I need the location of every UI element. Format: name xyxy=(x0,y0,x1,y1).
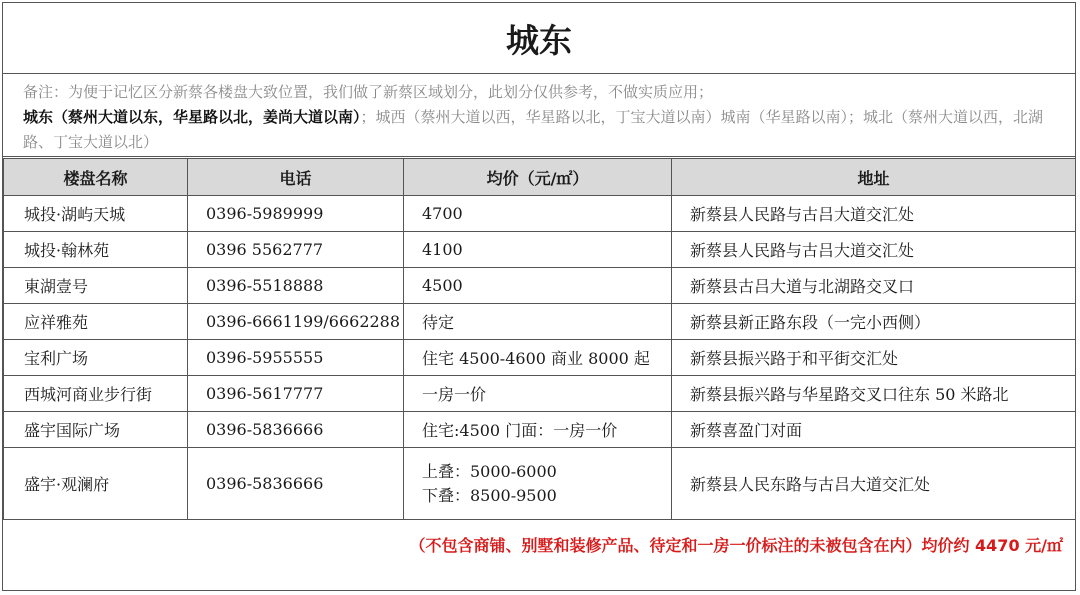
note-other-regions: ；城西（蔡州大道以西，华星路以北，丁宝大道以南）城南（华星路以南）；城北（蔡州大道以西，北湖路、丁宝大道以北） xyxy=(23,108,1044,151)
table-row xyxy=(4,268,1076,304)
cell-price: 住宅:4500 门面：一房一价 xyxy=(404,412,672,448)
cell-address: 新蔡县新正路东段（一完小西侧） xyxy=(672,304,1076,340)
cell-price: 住宅 4500-4600 商业 8000 起 xyxy=(404,340,672,376)
cell-name: 城投·湖屿天城 xyxy=(4,196,188,232)
cell-address: 新蔡县古吕大道与北湖路交叉口 xyxy=(672,268,1076,304)
cell-price: 4700 xyxy=(404,196,672,232)
cell-phone: 0396-5989999 xyxy=(188,196,404,232)
cell-phone: 0396-5617777 xyxy=(188,376,404,412)
cell-address: 新蔡县人民东路与古吕大道交汇处 xyxy=(672,448,1076,520)
header-address: 地址 xyxy=(672,159,1076,196)
cell-address: 新蔡县振兴路于和平街交汇处 xyxy=(672,340,1076,376)
cell-phone: 0396 5562777 xyxy=(188,232,404,268)
cell-name: 西城河商业步行街 xyxy=(4,376,188,412)
average-price-note: （不包含商铺、别墅和装修产品、待定和一房一价标注的未被包含在内）均价约 4470 元/㎡ xyxy=(409,536,1063,555)
cell-price: 4100 xyxy=(404,232,672,268)
cell-name: 盛宇·观澜府 xyxy=(4,448,188,520)
cell-price: 待定 xyxy=(404,304,672,340)
price-lower: 下叠：8500-9500 xyxy=(422,485,557,505)
cell-price: 4500 xyxy=(404,268,672,304)
cell-price xyxy=(404,448,672,520)
page-title: 城东 xyxy=(3,3,1075,74)
cell-address: 新蔡县振兴路与华星路交叉口往东 50 米路北 xyxy=(672,376,1076,412)
property-table xyxy=(3,158,1076,520)
price-upper: 上叠：5000-6000 xyxy=(422,461,557,481)
header-name: 楼盘名称 xyxy=(4,159,188,196)
table-row xyxy=(4,196,1076,232)
cell-phone: 0396-6661199/6662288 xyxy=(188,304,404,340)
note-line1: 备注：为便于记忆区分新蔡各楼盘大致位置，我们做了新蔡区域划分，此划分仅供参考，不做实质应用； xyxy=(23,83,714,101)
cell-name: 应祥雅苑 xyxy=(4,304,188,340)
cell-name: 城投·翰林苑 xyxy=(4,232,188,268)
table-row xyxy=(4,304,1076,340)
cell-price: 一房一价 xyxy=(404,376,672,412)
cell-address: 新蔡县人民路与古吕大道交汇处 xyxy=(672,196,1076,232)
cell-phone: 0396-5518888 xyxy=(188,268,404,304)
cell-phone: 0396-5955555 xyxy=(188,340,404,376)
cell-address: 新蔡喜盈门对面 xyxy=(672,412,1076,448)
cell-phone: 0396-5836666 xyxy=(188,448,404,520)
table-row xyxy=(4,376,1076,412)
table-row xyxy=(4,232,1076,268)
cell-phone: 0396-5836666 xyxy=(188,412,404,448)
note-east-definition: 城东（蔡州大道以东，华星路以北，姜尚大道以南） xyxy=(23,108,361,126)
table-row xyxy=(4,412,1076,448)
cell-address: 新蔡县人民路与古吕大道交汇处 xyxy=(672,232,1076,268)
header-price: 均价（元/㎡） xyxy=(404,159,672,196)
table-header-row xyxy=(4,159,1076,196)
cell-name: 盛宇国际广场 xyxy=(4,412,188,448)
cell-name: 宝利广场 xyxy=(4,340,188,376)
header-phone: 电话 xyxy=(188,159,404,196)
table-row xyxy=(4,448,1076,520)
table-row xyxy=(4,340,1076,376)
page-frame xyxy=(2,2,1076,591)
cell-name: 東湖壹号 xyxy=(4,268,188,304)
region-note xyxy=(3,74,1075,157)
